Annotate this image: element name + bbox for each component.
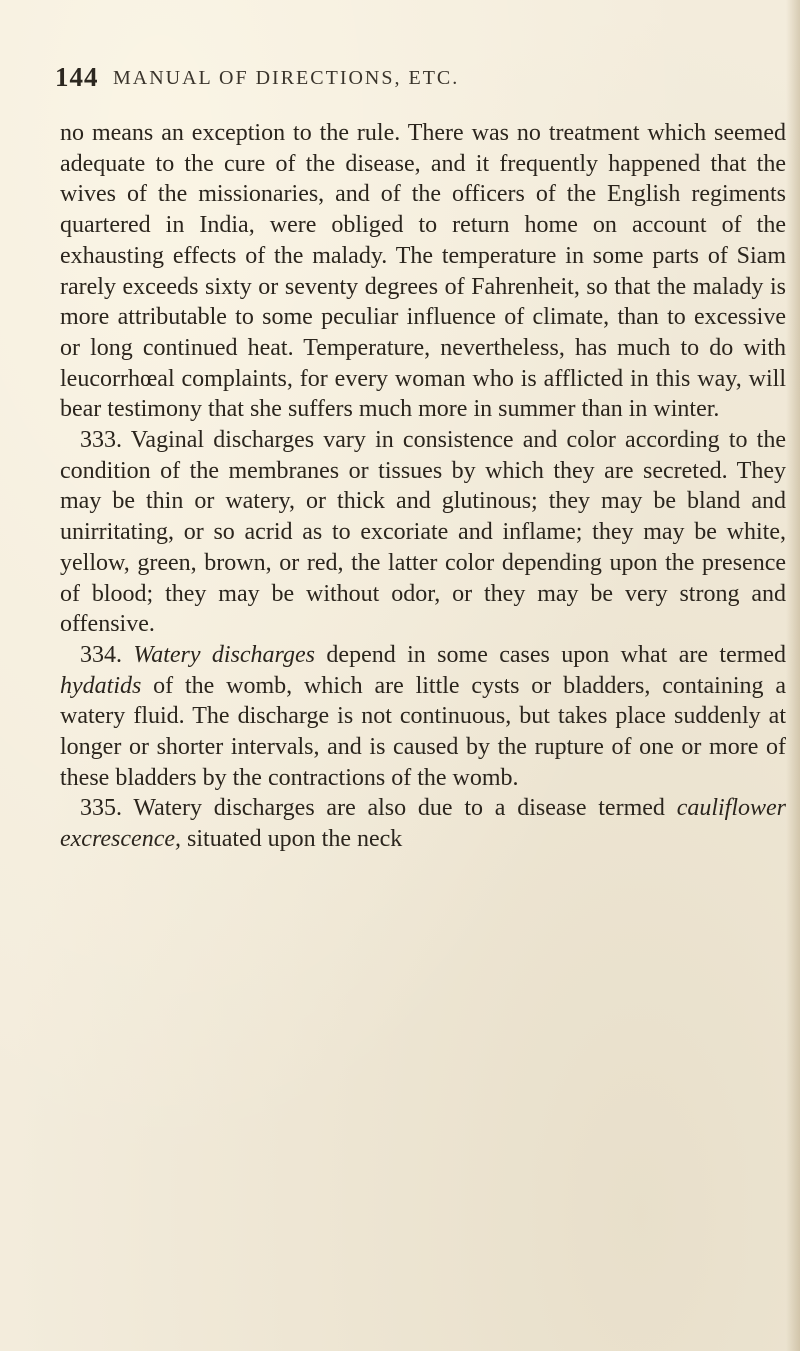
paragraph-continued: no means an exception to the rule. There was no treatment which seemed adequate to the cure of the disease, and it frequently happened that the wives of the missionaries, and of the officers of the English regiments quartered in India, were obliged to return home on account of the exhausting effects of the malady. The temperature in some parts of Siam rarely exceeds sixty or seventy degrees of Fahrenheit, so that the malady is more attributable to some peculiar influence of climate, than to excessive or long continued heat. Temperature, nevertheless, has much to do with leucorrhœal complaints, for every woman who is afflicted in this way, will bear testimony that she suffers much more in summer than in winter. [60, 120, 786, 423]
paragraph-333: 333. Vaginal discharges vary in consistence and color according to the condition of the membranes or tissues by which they are secreted. They may be thin or watery, or thick and glutinous; they may be bland and unirritating, or so acrid as to excoriate and inflame; they may be white, yellow, green, brown, or red, the latter color depending upon the presence of blood; they may be without odor, or they may be very strong and offensive. [60, 427, 786, 638]
page-edge-shadow [786, 0, 800, 1351]
running-title: MANUAL OF DIRECTIONS, ETC. [113, 67, 460, 89]
running-head [55, 62, 745, 92]
paragraph-text: situated upon the neck [187, 826, 403, 853]
paragraph-335 [60, 793, 786, 854]
paragraph-334 [60, 640, 786, 794]
body-text [60, 118, 786, 855]
term-cauliflower-excrescence: cauliflower excrescence, [60, 795, 787, 853]
paragraph-text: depend in some cases upon what are termed [326, 641, 787, 668]
page-number: 144 [55, 62, 99, 92]
paragraph-text: of the womb, which are little cysts or bladders, containing a watery fluid. The discharge is not continuous, but takes place suddenly at longer or shorter intervals, and is caused by the rupture of one or more of these bladders by the contractions of the womb. [60, 672, 787, 791]
paragraph-text: 335. Watery discharges are also due to a disease termed [80, 795, 665, 822]
term-hydatids: hydatids [60, 672, 142, 699]
paragraph-number: 334. [80, 641, 122, 668]
term-watery-discharges: Watery discharges [133, 641, 316, 668]
